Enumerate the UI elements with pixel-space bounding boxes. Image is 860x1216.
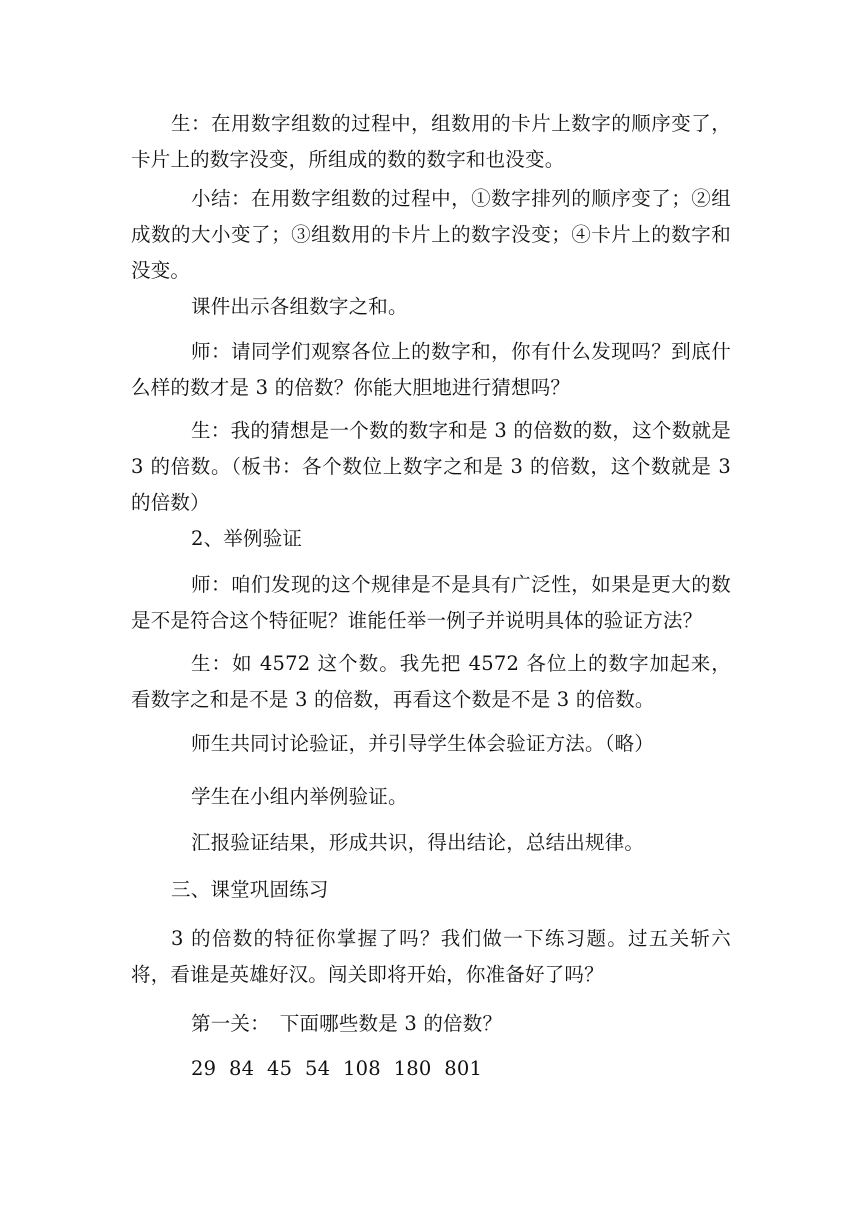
- number-list: 29 84 45 54 108 180 801: [191, 1057, 483, 1080]
- paragraph-level-one: 第一关： 下面哪些数是 3 的倍数？: [191, 1012, 503, 1035]
- paragraph-teacher-question: 师：请同学们观察各位上的数字和，你有什么发现吗？到底什么样的数才是 3 的倍数？你能大胆地进行猜想吗？: [131, 340, 731, 399]
- paragraph-courseware: 课件出示各组数字之和。: [191, 295, 408, 318]
- paragraph-discussion: 师生共同讨论验证，并引导学生体会验证方法。（略）: [191, 732, 655, 755]
- section-heading-practice: 三、课堂巩固练习: [171, 878, 329, 901]
- paragraph-practice-intro: 3 的倍数的特征你掌握了吗？我们做一下练习题。过五关斩六将，看谁是英雄好汉。闯关即将开始，你准备好了吗？: [131, 927, 731, 986]
- section-heading-example-verification: 2、举例验证: [191, 527, 303, 550]
- paragraph-summary: 小结：在用数字组数的过程中，①数字排列的顺序变了；②组成数的大小变了；③组数用的卡片上的数字没变；④卡片上的数字和没变。: [131, 187, 731, 282]
- paragraph-student-guess: 生：我的猜想是一个数的数字和是 3 的倍数的数，这个数就是 3 的倍数。（板书：各个数位上数字之和是 3 的倍数，这个数就是 3 的倍数）: [131, 419, 731, 514]
- paragraph-teacher-prompt: 师：咱们发现的这个规律是不是具有广泛性，如果是更大的数是不是符合这个特征呢？谁能任举一例子并说明具体的验证方法？: [131, 573, 731, 632]
- paragraph-group-verification: 学生在小组内举例验证。: [191, 785, 408, 808]
- paragraph-student-example: 生：如 4572 这个数。我先把 4572 各位上的数字加起来，看数字之和是不是 3 的倍数，再看这个数是不是 3 的倍数。: [131, 652, 731, 711]
- paragraph-report-results: 汇报验证结果，形成共识，得出结论，总结出规律。: [191, 831, 645, 854]
- paragraph-student-answer-1: 生：在用数字组数的过程中，组数用的卡片上数字的顺序变了，卡片上的数字没变，所组成的数的数字和也没变。: [131, 112, 731, 171]
